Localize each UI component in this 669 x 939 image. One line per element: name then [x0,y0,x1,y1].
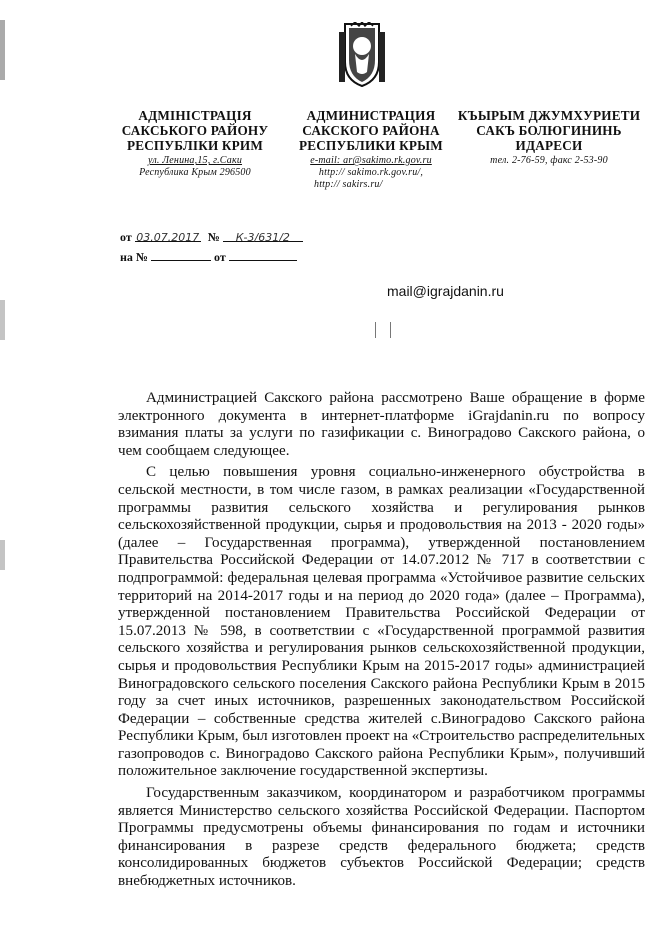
header-russian [292,108,450,191]
scan-edge-mark [0,20,5,80]
header-title-line: РЕСПУБЛІКИ КРИМ [126,138,264,153]
number-label: № [207,230,220,244]
reference-number-blank [151,250,211,261]
outgoing-number: К-3/631/2 [223,231,303,242]
header-website-link[interactable]: http:// sakimo.rk.gov.ru/, [318,167,424,178]
incoming-reference-line [120,250,297,265]
reference-date-blank [229,250,297,261]
header-email-link[interactable]: e-mail: ar@sakimo.rk.gov.ru [310,155,432,166]
header-ukrainian [115,108,275,179]
header-title-line: САКЪ БОЛЮГИНИНЬ [476,123,622,138]
body-paragraph: Администрацией Сакского района рассмотрено Ваше обращение в форме электронного документа в интернет-платформе iGrajdanin.ru по вопросу взимания платы за услуги по газификации с. Виноградово Сакского района, о чем сообщаем следующее. [118,390,645,459]
header-title-line: САКСЬКОГО РАЙОНУ [121,123,269,138]
header-title-line: АДМІНІСТРАЦІЯ [138,108,252,123]
outgoing-date: 03.07.2017 [136,231,200,244]
reference-date-label: от [213,250,226,264]
header-address-line: ул. Ленина,15, г.Саки [147,155,243,166]
header-title-line: САКСКОГО РАЙОНА [302,123,440,138]
reference-number-label: на № [120,250,148,264]
stamp-mark [375,322,391,338]
body-paragraph: Государственным заказчиком, координатором и разработчиком программы является Министерство сельского хозяйства Российской Федерации. Паспортом Программы предусмотрены объемы финансирования по годам и источники финансирования в разрезе средств федерального бюджета; средств консолидированных бюджетов субъектов Российской Федерации; средств внебюджетных источников. [118,785,645,890]
header-title-line: АДМИНИСТРАЦИЯ [306,108,436,123]
from-label: от [120,230,132,244]
header-phone-line: тел. 2-76-59, факс 2-53-90 [490,155,608,166]
body-paragraph: С целью повышения уровня социально-инженерного обустройства в сельской местности, в том числе газом, в рамках реализации «Государственной программы развития сельского хозяйства и регулирования рынков сельскохозяйственной продукции, сырья и продовольствия на 2013 - 2020 годы» (далее – Государственная программа), утвержденной постановлением Правительства Российской Федерации от 14.07.2012 № 717 в соответствии с подпрограммой: федеральная целевая программа «Устойчивое развитие сельских территорий на 2014-2017 годы и на период до 2020 года» (далее – Программа), утвержденной постановлением Правительства Российской Федерации от 15.07.2013 № 598, в соответствии с «Государственной программой развития сельского хозяйства и регулирования рынков сельскохозяйственной продукции, сырья и продовольствия Республики Крым на 2015-2017 годы» администрацией Виноградовского сельского поселения Сакского района Республики Крым в 2015 году за счет иных источников, разрешенных законодательством Российской Федерации – собственные средства жителей с.Виноградово Сакского района Республики Крым, был изготовлен проект на «Строительство распределительных газопроводов с. Виноградово Сакского района Республики Крым», получивший положительное заключение государственной экспертизы. [118,464,645,780]
addressee-email: mail@igrajdanin.ru [387,283,504,299]
header-address-line: Республика Крым 296500 [139,167,251,178]
header-title-line: КЪЫРЫМ ДЖУМХУРИЕТИ [457,108,641,123]
outgoing-number-line [120,230,303,245]
header-title-line: РЕСПУБЛИКИ КРЫМ [299,138,443,153]
header-title-line: ИДАРЕСИ [515,138,583,153]
scan-edge-mark [0,540,5,570]
header-website-link[interactable]: http:// sakirs.ru/ [314,179,383,190]
letter-body [118,390,645,895]
coat-of-arms-emblem [337,22,387,88]
scan-edge-mark [0,300,5,340]
header-crimean-tatar [455,108,643,167]
